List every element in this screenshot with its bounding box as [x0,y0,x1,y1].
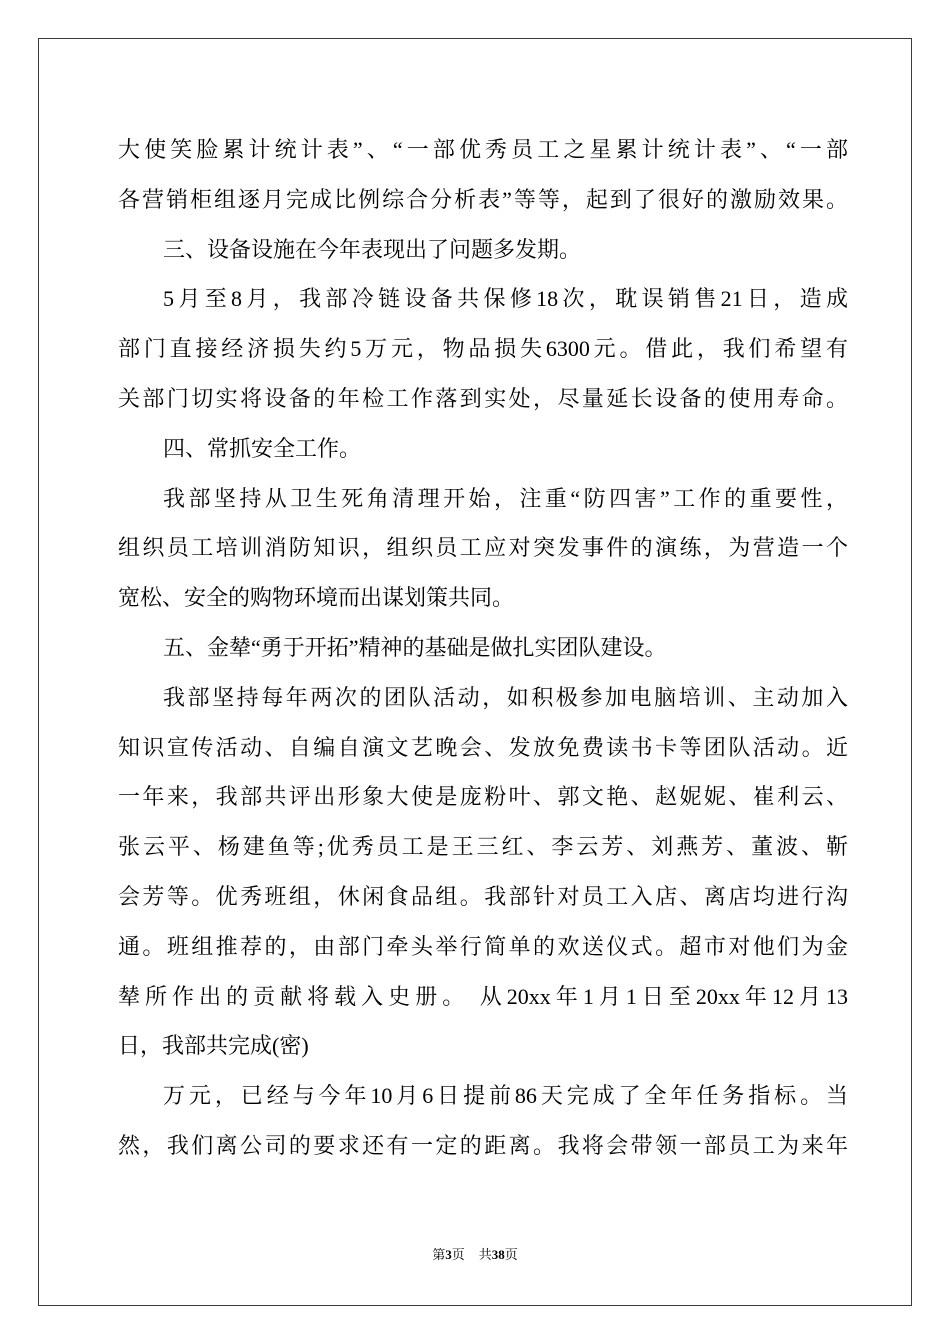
text-line: 各营销柜组逐月完成比例综合分析表”等等，起到了很好的激励效果。 [118,186,848,212]
text-line: 大使笑脸累计统计表”、“一部优秀员工之星累计统计表”、“一部 [118,137,848,162]
paragraph [118,274,848,423]
page-footer [0,1245,950,1265]
page-indicator [432,1247,465,1262]
text-line: 宽松、安全的购物环境而出谋划策共同。 [118,585,515,611]
section-heading [118,225,848,275]
paragraph [118,673,848,1071]
text-line: 日，我部共完成(密) [118,1033,309,1059]
text-line: 一年来，我部共评出形象大使是庞粉叶、郭文艳、赵妮妮、崔利云、 [118,784,848,810]
text-line: 万元，已经与今年10月6日提前86天完成了全年任务指标。当 [163,1083,848,1109]
text-line: 部门直接经济损失约5万元，物品损失6300元。借此，我们希望有 [118,336,848,362]
section-heading [118,424,848,474]
page-suffix: 页 [451,1247,465,1262]
total-pages: 38 [491,1247,505,1262]
text-line: 五、金辇“勇于开拓”精神的基础是做扎实团队建设。 [163,634,667,660]
document-body [118,125,848,1171]
text-line: 我部坚持每年两次的团队活动，如积极参加电脑培训、主动加入 [163,684,848,710]
text-line: 我部坚持从卫生死角清理开始，注重“防四害”工作的重要性， [163,485,848,511]
section-heading [118,623,848,673]
text-line: 5月至8月，我部冷链设备共保修18次，耽误销售21日，造成 [163,286,848,312]
paragraph [118,125,848,225]
page-prefix: 第 [432,1247,446,1262]
paragraph [118,474,848,623]
total-suffix: 页 [504,1247,518,1262]
text-line: 知识宣传活动、自编自演文艺晚会、发放免费读书卡等团队活动。近 [118,734,848,760]
text-line: 组织员工培训消防知识，组织员工应对突发事件的演练，为营造一个 [118,535,848,561]
total-prefix: 共 [478,1247,492,1262]
text-line: 三、设备设施在今年表现出了问题多发期。 [163,236,582,262]
text-line: 张云平、杨建鱼等;优秀员工是王三红、李云芳、刘燕芳、董波、靳 [118,834,848,860]
text-line: 关部门切实将设备的年检工作落到实处，尽量延长设备的使用寿命。 [118,385,848,411]
total-pages-indicator [479,1247,518,1262]
text-line: 然，我们离公司的要求还有一定的距离。我将会带领一部员工为来年 [118,1132,848,1158]
paragraph [118,1071,848,1171]
page-number: 3 [445,1247,452,1262]
text-line: 通。班组推荐的，由部门牵头举行简单的欢送仪式。超市对他们为金 [118,933,848,959]
text-line: 四、常抓安全工作。 [163,435,362,461]
text-line: 会芳等。优秀班组，休闲食品组。我部针对员工入店、离店均进行沟 [118,883,848,909]
text-line: 辇所作出的贡献将载入史册。 从20xx年1月1日至20xx年12月13 [118,983,848,1009]
